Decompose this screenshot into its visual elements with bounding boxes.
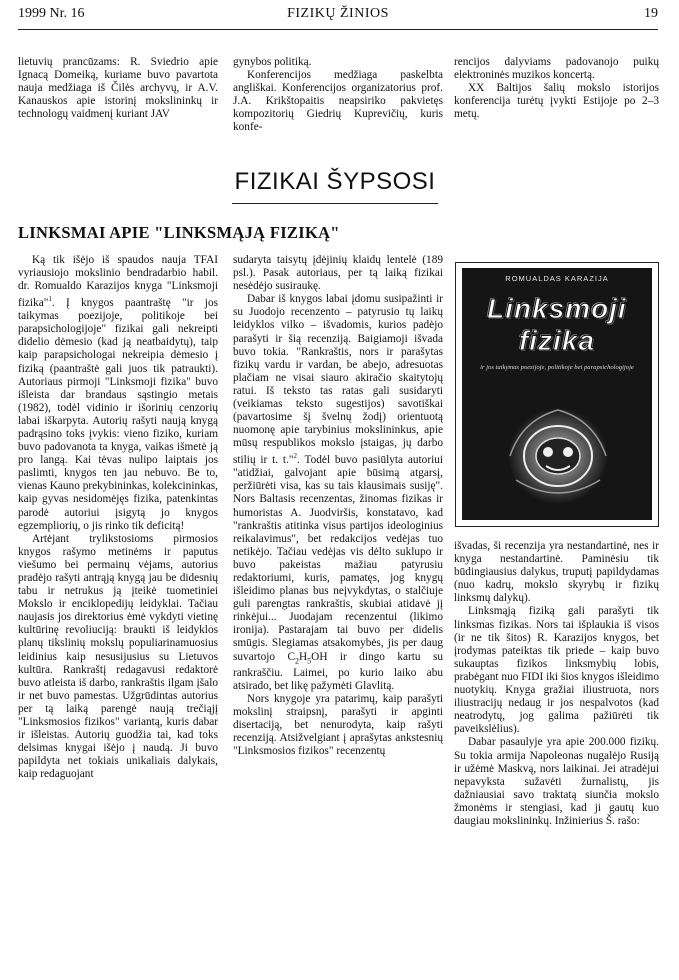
- paragraph: Artėjant trylikstosioms pirmosios knygos rašymo metinėms ir paputus viešumo bei permainų vėjams, autorius pradėjo rašyti antrąją knygą jau be didesnių tabu ir netrukus ją įteikė tuometiniei Mokslo ir enciklopedijų leidyklai. Tačiau naujasis jos direktorius ėmė vykdyti vietinę kultūrinę revoliuciją: braukti iš leidyklos planų tikslinių mokslų populiarinamuosius leidinius kaip nesusijusius su Lietuvos kultūra. Rankraštį redagavusi redaktorė buvo atleista iš darbo, rankraštis ilgam įšalo ir net buvo pamestas. Užgrūdintas autorius per tą laiką parengė naują trečiąjį "Linksmosios fizikos" variantą, kuris dabar ir išleistas. Autorių guodžia tai, kad toks delsimas knygai išėjo į naudą. Ji buvo papildyta net tokiais unikaliais dalykais, kaip redaguojant: [18, 532, 218, 781]
- journal-title: FIZIKŲ ŽINIOS: [287, 6, 389, 21]
- running-header: [18, 6, 658, 28]
- paragraph: rencijos dalyviams padovanojo puikų elektroninės muzikos koncertą.: [454, 56, 659, 82]
- text: Ką tik išėjo iš spaudos nauja TFAI vyriausiojo mokslinio bendradarbio habil. dr. Romualdo Karazijos knyga "Linksmoji fizika": [18, 254, 218, 310]
- article-column-3: [454, 540, 659, 972]
- article-headline: LINKSMAI APIE "LINKSMĄJĄ FIZIKĄ": [18, 223, 340, 242]
- text: H: [298, 650, 308, 663]
- text: . Todėl buvo pasiūlyta autoriui "atidžiai, galvojant apie būsimą atgarsį, peržiūrėti visa, kas su tais klausimais susiję". Nors Baltasis recenzentas, žinomas fizikas ir humoristas A. Juodviršis, konstatavo, kad "rankraštis atitinka visus partijos ideologinius reikalavimus", bet redakcijos vedėjas tuo netikėjo. Tačiau vedėjas vis dėlto suklupo ir buvo pakeistas mažiau patyrusiu redaktoriumi, kuris, pamatęs, jog knygų išleidimo planas bus neįvykdytas, o stalčiuje guli parengtas rankraštis, skubiai atidavė jį rinkėjui... Juodajam recenzentui (likimo ironija). Pastarajam tai buvo per didelis smūgis. Slegiamas atsakomybės, jis per daug suvartojo C: [233, 454, 443, 663]
- book-cover-background: [462, 268, 652, 520]
- paragraph: [233, 293, 443, 693]
- paragraph: sudaryta taisytų įdėjinių klaidų lentelė (189 psl.). Pasak autoriaus, per tą laiką fizikai nesėdėjo susiraukę.: [233, 254, 443, 293]
- book-cover-image: [455, 262, 659, 527]
- footnote-ref: 2: [293, 452, 298, 461]
- footnote-ref: 1: [48, 295, 52, 304]
- paragraph: lietuvių prancūzams: R. Sviedrio apie Ignacą Domeiką, kuriame buvo pavartota nauja medžiaga iš Čilės archyvų, ir A.V. Kanauskos apie istorinį mokslininkų ir technologų vaidmenį kuriant JAV: [18, 56, 218, 121]
- subscript: 2: [294, 655, 299, 665]
- paragraph: gynybos politiką.: [233, 56, 312, 68]
- paragraph: Konferencijos medžiaga paskelbta angliškai. Konferencijos organizatorius prof. J.A. Krikštopaitis neapsiriko pakvietęs kompozitorių Giedrių Kuprevičių, kuris konfe-: [233, 69, 443, 134]
- book-title-line-1: Linksmoji: [487, 293, 627, 324]
- top-column-3: [454, 56, 659, 148]
- subscript: 5: [307, 655, 312, 665]
- section-title: FIZIKAI ŠYPSOSI: [234, 168, 436, 195]
- header-rule: [18, 29, 658, 30]
- book-author: ROMUALDAS KARAZIJA: [505, 274, 609, 283]
- book-title-line-2: fizika: [518, 325, 596, 356]
- paragraph: išvadas, ši recenzija yra nestandartinė, nes ir knyga nestandartinė. Paminėsiu tik būdingiausius dalykus, truputį papildydamas (nuo kadrų, mokslo skyrybų ir fizikų linksmų dalykų).: [454, 540, 659, 605]
- paragraph: XX Baltijos šalių mokslo istorijos konferencija turėtų įvykti Estijoje po 2–3 metų.: [454, 82, 659, 121]
- book-subtitle: ir jos taikymas poezijoje, politikoje bei parapsichologijoje: [480, 364, 634, 371]
- top-column-1: [18, 56, 218, 148]
- cover-illustration: [502, 400, 614, 508]
- text: . Į knygos paantraštę "ir jos taikymas poezijoje, politikoje bei parapsichologijoje" fizikai gali nekreipti didelio dėmesio (kad ją neatbaidytų), taip kaip parapsichologai nekreipia dėmesio į fiziką (paantraštė gali juos tik patraukti). Autoriaus pirmoji "Linksmoji fizika" buvo išleista dar brandaus sąstingio metais (1982), todėl vidinio ir išorinių cenzorių labai iškarpyta. Autorių rašyti naują knygą padrąsino toks įvykis: vieno fiziko, kuriam buvo padovanota ta knyga, vaikas išmetė ją pro langą. Kai tėvas nulipo laiptais jos paslimti, knygos ten jau nebuvo. Be to, vienas Kauno prekybininkas, kolekcininkas, kaip gyvas nesidomėjęs fizika, patenkintas parodė autoriui įsigytą jo knygos egzempliorių, o jis rinko tik deficitą!: [18, 297, 218, 532]
- article-column-1: [18, 254, 218, 972]
- page-number: 19: [644, 6, 658, 21]
- issue-number: 1999 Nr. 16: [18, 6, 85, 21]
- paragraph: Linksmąją fiziką gali parašyti tik linksmas fizikas. Nors tai išplaukia iš visos (ir ne tik šitos) R. Karazijos knygos, bet įrodymas pateiktas tik priede – kaip buvo sukauptas fizikos linksmybių lobis, prabėgant nuo FIDI iki šios knygos išleidimo nuotykių. Knyga gražiai iliustruota, nors iliustracijų nedaug ir jos nespalvotos (kad neatrodytų, jog galima pažiūrėti tik paveikslėlius).: [454, 605, 659, 736]
- text: Dabar iš knygos labai įdomu susipažinti ir su Juodojo recenzento – patyrusio tų laikų leidyklos vilko – išvadomis, kurios padėjo parašyti ir šią recenziją. Baigiamoji išvada buvo tokia. "Rankraštis, nors ir parašytas fizikų vardu ir vardan, be abejo, adresuotas plačiam ne visai siauro akiračio skaitytojų ratui. Iš teksto tas ratas gali susidaryti (veikiamas teksto sugestijos) savotiškai (pavartosime šį švelnų žodį) orientuotą nuomonę apie tarybinius mokslininkus, apie mūsų respublikos mokslo įstaigas, jų darbo stilių ir t. t.": [233, 293, 443, 467]
- text: OH ir dingo kartu su rankraščiu. Laimei, po kurio laiko abu atsirado, bet likę pažymėti Glavlitą.: [233, 650, 443, 693]
- paragraph: Nors knygoje yra patarimų, kaip parašyti mokslinį straipsnį, parašyti ir apginti disertaciją, bet nenurodyta, kaip rašyti recenziją. Atsižvelgiant į aprašytas ankstesnių "Linksmosios fizikos" recenzentų: [233, 693, 443, 758]
- section-rule: [232, 203, 438, 204]
- paragraph: [18, 254, 218, 533]
- article-column-2: [233, 254, 443, 972]
- top-column-2: [233, 56, 443, 148]
- paragraph: Dabar pasaulyje yra apie 200.000 fizikų. Su tokia armija Napoleonas nugalėjo Rusiją ir užėmė Maskvą, nors laikinai. Jei atradėjui nepavyksta sužavėti žurnalistų, jis dažniausiai savo traktatą siunčia mokslo žmonėms ir stengiasi, kad ji gautų kuo daugiau mokslininkų. Inžinierius Š. rašo:: [454, 736, 659, 827]
